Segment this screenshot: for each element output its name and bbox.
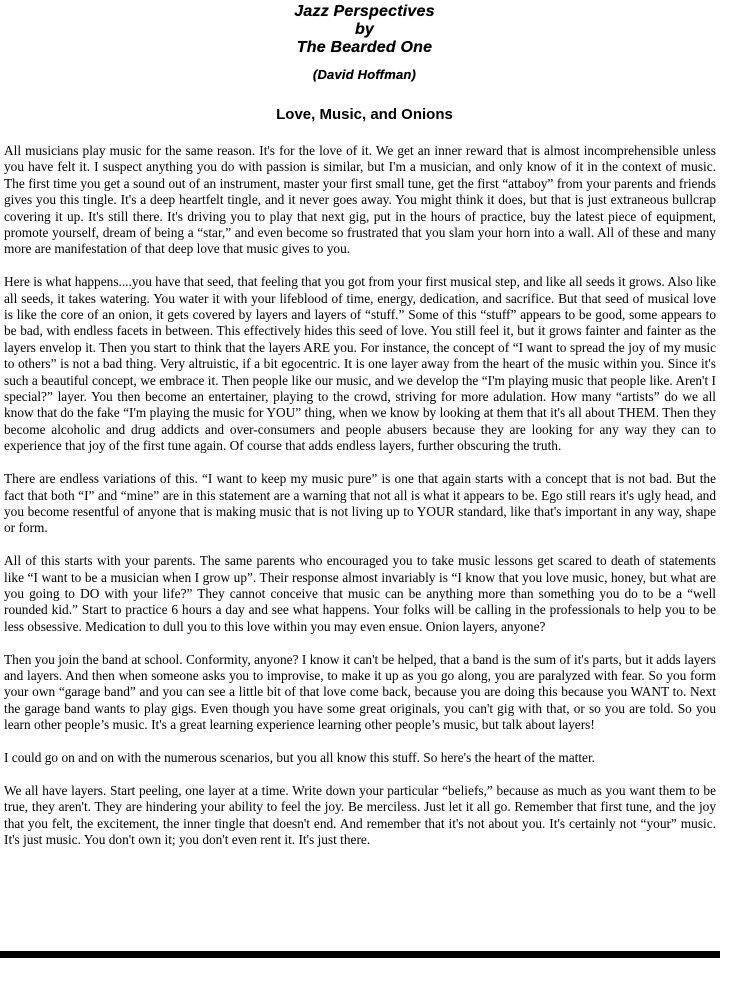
byline-by: by	[354, 21, 375, 38]
paragraph: I could go on and on with the numerous scenarios, but you all know this stuff. So here's the heart of the matter.	[4, 749, 596, 765]
paragraph: Then you join the band at school. Conformity, anyone? I know it can't be helped, that a band is the sum of it's parts, but it adds layers and layers. And then when someone asks you to improvise, to make it up as you go along, you are paralyzed with fear. So you form your own “garage band” and you can see a little bit of that love come back, because you are doing this because you WANT to. Next the garage band wants to play gigs. Even though you have some great originals, you can't gig with that, or so you are told. So you learn other people’s music. It's a great learning experience learning other people’s music, but talk about layers!	[4, 651, 716, 733]
article-header	[0, 3, 729, 82]
paragraph: All of this starts with your parents. The same parents who encouraged you to take music lessons get scared to death of statements like “I want to be a musician when I grow up”. Their response almost invariably is “I know that you love music, honey, but what are you going to DO with your life?” They cannot conceive that music can be anything more than something you do to be a “well rounded kid.” Start to practice 6 hours a day and see what happens. Your folks will be calling in the professionals to help you to be less obsessive. Medication to dull you to this love within you may even ensue. Onion layers, anyone?	[4, 553, 716, 634]
paragraph: Here is what happens....you have that seed, that feeling that you got from your first musical step, and like all seeds it grows. Also like all seeds, it takes watering. You water it with your lifeblood of time, energy, dedication, and sacrifice. But that seed of musical love is like the core of an onion, it gets covered by layers and layers of “stuff.” Some of this “stuff” appears to be good, some appears to be bad, with endless facets in between. This effectively hides this seed of love. You still feel it, but it grows fainter and fainter as the layers envelop it. Then you start to think that the layers ARE you. For instance, the concept of “I want to spread the joy of my music to others” is not a bad thing. Very altruistic, if a bit egocentric. It is one layer away from the heart of the music within you. Since it's such a beautiful concept, we embrace it. Then people like our music, and we develop the “I'm playing music that people like. Aren't I special?” layer. You then become an entertainer, playing to the crowd, striving for more adulation. How many “artists” do we all know that do the fake “I'm playing the music for YOU” thing, when we know by looking at them that it's all about THEM. Then they become alcoholic and drug addicts and over-consumers and people abusers because they are looking for any way they can to experience that joy of the first tune again. Of course that adds endless layers, further obscuring the truth.	[4, 274, 716, 454]
series-title: Jazz Perspectives	[294, 3, 435, 20]
article-body	[4, 143, 716, 865]
paragraph: We all have layers. Start peeling, one layer at a time. Write down your particular “beliefs,” because as much as you want them to be true, they aren't. They are hindering your ability to feel the joy. Be merciless. Just let it all go. Remember that first tune, and the joy that you felt, the excitement, the inner tingle that doesn't end. And remember that it's not about you. It's certainly not “your” music. It's just music. You don't own it; you don't even rent it. It's just there.	[4, 782, 716, 847]
article-title: Love, Music, and Onions	[276, 106, 453, 123]
paragraph: There are endless variations of this. “I want to keep my music pure” is one that again starts with a concept that is not bad. But the fact that both “I” and “mine” are in this statement are a warning that not all is what it appears to be. Ego still rears it's ugly head, and you become resentful of anyone that is making music that is not living up to YOUR standard, like that's important in any way, shape or form.	[4, 471, 716, 536]
author-pen-name: The Bearded One	[296, 39, 433, 56]
footer-divider	[0, 951, 720, 958]
paragraph: All musicians play music for the same reason. It's for the love of it. We get an inner reward that is almost incomprehensible unless you have felt it. I suspect anything you do with passion is similar, but I'm a musician, and only know of it in the context of music. The first time you get a sound out of an instrument, master your first small tune, get the first “attaboy” from your parents and friends gives you this tingle. It's a deep heartfelt tingle, and it never goes away. You might think it does, but that is just extraneous bullcrap covering it up. It's still there. It's driving you to play that next gig, put in the hours of practice, buy the latest piece of equipment, promote yourself, dream of being a “star,” and even become so frustrated that you slam your horn into a wall. All of these and many more are manifestation of that deep love that music gives to you.	[4, 143, 716, 257]
author-real-name: (David Hoffman)	[312, 67, 417, 82]
